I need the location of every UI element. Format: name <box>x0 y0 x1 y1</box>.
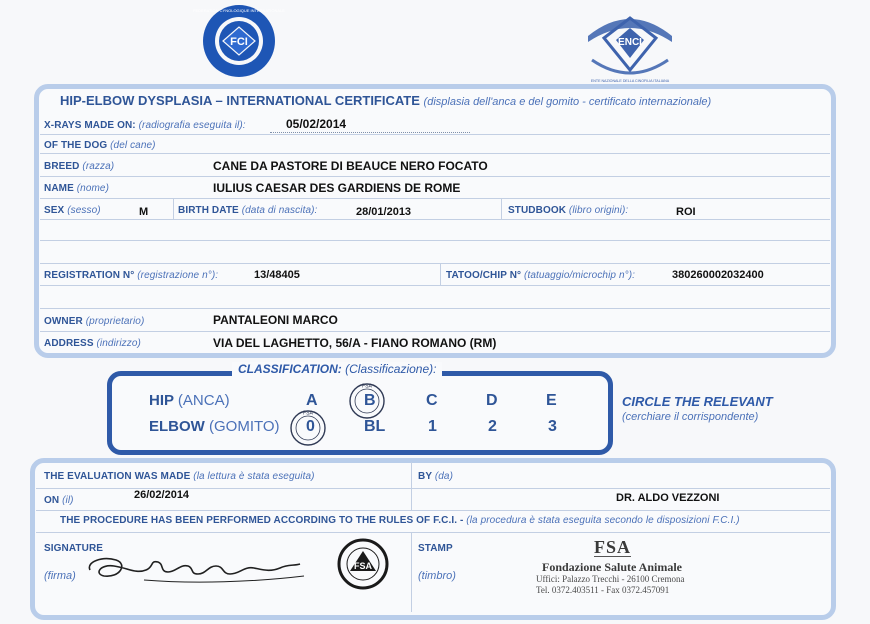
fci-ring-text: FEDERATION CYNOLOGIQUE INTERNATIONALE <box>193 8 285 13</box>
hip-grade-d[interactable]: D <box>486 392 498 409</box>
name-value: IULIUS CAESAR DES GARDIENS DE ROME <box>213 181 461 195</box>
chip-value: 380260002032400 <box>672 269 764 281</box>
sex-label: SEX (sesso) <box>44 205 101 216</box>
registration-label: REGISTRATION N° (registrazione n°): <box>44 270 219 281</box>
stamp-phone: Tel. 0372.403511 - Fax 0372.457091 <box>536 585 670 595</box>
evaluation-date: 26/02/2014 <box>134 489 190 501</box>
address-label: ADDRESS (indirizzo) <box>44 338 141 349</box>
fci-logo-text: FCI <box>230 36 248 48</box>
owner-label: OWNER (proprietario) <box>44 316 145 327</box>
breed-value: CANE DA PASTORE DI BEAUCE NERO FOCATO <box>213 159 488 173</box>
name-label: NAME (nome) <box>44 183 110 194</box>
signature-scribble <box>84 546 314 590</box>
enci-ring-text: ENTE NAZIONALE DELLA CINOFILIA ITALIANA <box>590 79 670 83</box>
address-value: VIA DEL LAGHETTO, 56/A - FIANO ROMANO (RM) <box>213 336 497 350</box>
certificate-title <box>60 93 711 108</box>
hip-grade-c[interactable]: C <box>426 392 438 409</box>
elbow-selected-circle <box>288 408 328 448</box>
stamp-label-italian: (timbro) <box>418 570 456 582</box>
doctor-name: DR. ALDO VEZZONI <box>616 492 720 504</box>
circle-note: CIRCLE THE RELEVANT <box>622 394 773 409</box>
signature-label: SIGNATURE <box>44 543 104 554</box>
hip-grade-e[interactable]: E <box>546 392 557 409</box>
elbow-grade-2[interactable]: 2 <box>488 418 497 435</box>
chip-label: TATOO/CHIP N° (tatuaggio/microchip n°): <box>446 270 636 281</box>
stamp-label: STAMP <box>418 543 453 554</box>
enci-logo-text: ENCI <box>618 37 642 48</box>
elbow-label: ELBOW (GOMITO) <box>149 418 280 435</box>
birth-label: BIRTH DATE (data di nascita): <box>178 205 318 216</box>
title-italian: (displasia dell'anca e del gomito - certificato internazionale) <box>423 96 712 108</box>
hip-grade-b[interactable]: B <box>364 392 376 409</box>
elbow-grade-1[interactable]: 1 <box>428 418 437 435</box>
owner-value: PANTALEONI MARCO <box>213 313 338 327</box>
hip-stamp-text: FSA <box>362 383 372 390</box>
enci-logo <box>578 8 682 86</box>
registration-value: 13/48405 <box>254 269 300 281</box>
elbow-stamp-text: FSA <box>303 410 313 417</box>
seal-text: FSA <box>354 561 372 571</box>
breed-label: BREED (razza) <box>44 161 115 172</box>
fsa-seal <box>336 537 390 591</box>
sex-value: M <box>139 206 149 218</box>
evaluation-frame <box>30 458 836 620</box>
stamp-name: Fondazione Salute Animale <box>542 560 683 574</box>
classification-title: CLASSIFICATION: (Classificazione): <box>232 362 442 376</box>
stamp-logo: FSA <box>594 537 632 557</box>
birth-value: 28/01/2013 <box>356 206 412 218</box>
by-label: BY (da) <box>418 471 453 482</box>
fci-logo <box>193 2 285 80</box>
hip-label: HIP (ANCA) <box>149 392 230 409</box>
procedure-statement: THE PROCEDURE HAS BEEN PERFORMED ACCORDING TO THE RULES OF F.C.I. - (la procedura è stata eseguita secondo le disposizioni F.C.I.) <box>60 515 740 526</box>
signature-label-italian: (firma) <box>44 570 76 582</box>
hip-selected-circle <box>347 381 387 421</box>
studbook-value: ROI <box>676 206 696 218</box>
xrays-value: 05/02/2014 <box>286 117 347 131</box>
title-text: HIP-ELBOW DYSPLASIA – INTERNATIONAL CERTIFICATE <box>60 93 420 108</box>
circle-note-italian: (cerchiare il corrispondente) <box>622 411 759 423</box>
of-dog-label: OF THE DOG (del cane) <box>44 140 156 151</box>
stamp-address: Uffici: Palazzo Trecchi - 26100 Cremona <box>536 574 685 584</box>
elbow-grade-3[interactable]: 3 <box>548 418 557 435</box>
hip-grade-a[interactable]: A <box>306 392 318 409</box>
elbow-grade-bl[interactable]: BL <box>364 418 386 435</box>
evaluation-made-label: THE EVALUATION WAS MADE (la lettura è stata eseguita) <box>44 471 315 482</box>
form-code <box>0 567 1 595</box>
elbow-grade-0[interactable]: 0 <box>306 418 315 435</box>
studbook-label: STUDBOOK (libro origini): <box>508 205 629 216</box>
xrays-label: X-RAYS MADE ON: (radiografia eseguita il): <box>44 120 246 131</box>
on-label: ON (il) <box>44 495 74 506</box>
